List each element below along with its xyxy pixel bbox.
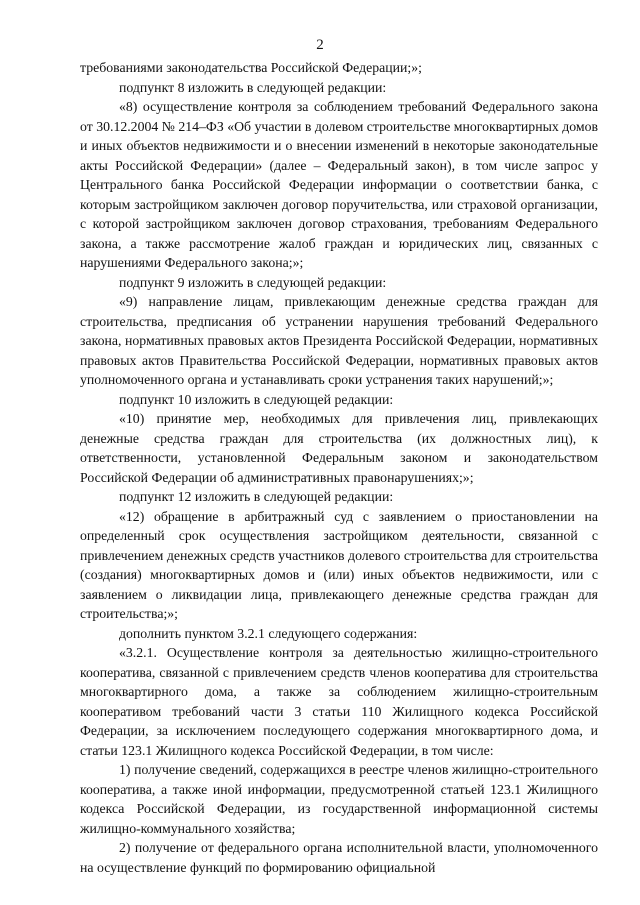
paragraph: подпункт 8 изложить в следующей редакции: <box>119 79 387 95</box>
paragraph: «10) принятие мер, необходимых для привлечения лиц, привлекающих денежные средства граждан для строительства (их должностных лиц), к ответственности, установленной Федеральным законом и законодательством Российской Федерации об административных правонарушениях;»; <box>80 411 598 485</box>
paragraph: подпункт 10 изложить в следующей редакции: <box>119 391 394 407</box>
paragraph: подпункт 12 изложить в следующей редакции: <box>119 489 394 504</box>
paragraph: 2) получение от федерального органа исполнительной власти, уполномоченного на осуществление функций по формированию официальной <box>80 840 598 875</box>
paragraph: «3.2.1. Осуществление контроля за деятельностью жилищно-строительного кооператива, связанной с привлечением средств членов кооператива для строительства многоквартирного дома, а также за соблюдением жилищно-строительным кооперативом требований части 3 статьи 110 Жилищного кодекса Российской Федерации, за исключением последующего содержания многоквартирного дома, и статьи 123.1 Жилищного кодекса Российской Федерации, в том числе: <box>80 645 598 758</box>
document-body <box>80 58 598 877</box>
paragraph: 1) получение сведений, содержащихся в реестре членов жилищно-строительного кооператива, а также иной информации, предусмотренной статьей 123.1 Жилищного кодекса Российской Федерации, из государственной информационной системы жилищно-коммунального хозяйства; <box>80 762 598 836</box>
page-number: 2 <box>316 37 324 53</box>
paragraph: подпункт 9 изложить в следующей редакции: <box>119 274 387 290</box>
paragraph: требованиями законодательства Российской Федерации;»; <box>80 60 422 75</box>
paragraph: дополнить пунктом 3.2.1 следующего содержания: <box>119 625 418 641</box>
paragraph: «8) осуществление контроля за соблюдением требований Федерального закона от 30.12.2004 № 214–ФЗ «Об участии в долевом строительстве многоквартирных домов и иных объектов недвижимости и о внесении изменений в некоторые законодательные акты Российской Федерации» (далее – Федеральный закон), в том числе запрос у Центрального банка Российской Федерации информации о соответствии банка, с которым застройщиком заключен договор поручительства, или страховой организации, с которой застройщиком заключен договор страхования, требованиям Федерального закона, а также рассмотрение жалоб граждан и юридических лиц, связанных с нарушениями Федерального закона;»; <box>80 99 599 270</box>
paragraph: «12) обращение в арбитражный суд с заявлением о приостановлении на определенный срок осуществления застройщиком деятельности, связанной с привлечением денежных средств участников долевого строительства для строительства (создания) многоквартирных домов и (или) иных объектов недвижимости, или с заявлением о ликвидации лица, привлекающего денежные средства граждан для строительства;»; <box>80 508 598 621</box>
paragraph: «9) направление лицам, привлекающим денежные средства граждан для строительства, предписания об устранении нарушения требований Федерального закона, нормативных правовых актов Президента Российской Федерации, нормативных правовых актов Правительства Российской Федерации, нормативных правовых актов уполномоченного органа и устанавливать сроки устранения таких нарушений;»; <box>80 294 598 387</box>
